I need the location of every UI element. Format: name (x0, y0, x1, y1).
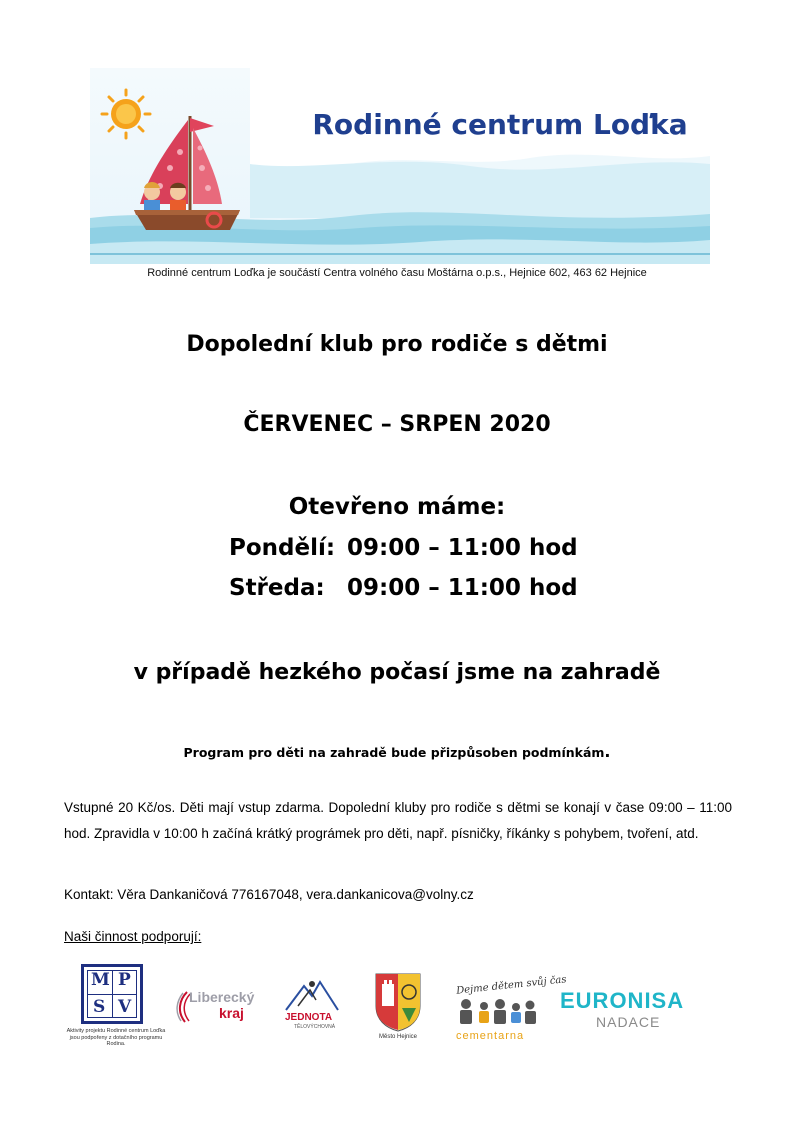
opening-hours-title: Otevřeno máme: (288, 494, 506, 520)
header-banner (90, 68, 710, 264)
mpsv-logo (66, 962, 166, 1052)
nadace-text: NADACE (596, 1014, 661, 1030)
kraj-text: kraj (219, 1005, 244, 1021)
mpsv-letter: S (93, 997, 106, 1017)
day-label: Pondělí: (229, 535, 336, 561)
jednota-text: JEDNOTA (285, 1012, 333, 1023)
banner-title: Rodinné centrum Loďka (312, 108, 688, 141)
mpsv-caption: Aktivity projektu Rodinné centrum Loďka jsou podpořeny z dotačního programu Rodina. (66, 1028, 166, 1047)
info-paragraph: Vstupné 20 Kč/os. Děti mají vstup zdarma. Dopolední kluby pro rodiče s dětmi se konají v čase 09:00 – 11:00 hod. Zpravidla v 10:00 h začíná krátký prográmek pro děti, např. písničky, říkánky s pohybem, tvoření, atd. (64, 800, 732, 841)
contact-line: Kontakt: Věra Dankaničová 776167048, vera.dankanicova@volny.cz (64, 887, 474, 902)
mesto-caption: Město Hejnice (378, 1034, 417, 1040)
euronisa-text: EURONISA (560, 988, 685, 1013)
program-note (0, 742, 794, 761)
cementarna-slogan: Dejme dětem svůj čas (455, 974, 568, 997)
jednota-subtext: TĚLOVÝCHOVNÁ (294, 1024, 336, 1030)
program-text: Program pro děti na zahradě bude přizpůsoben podmínkám (183, 745, 605, 760)
sun-icon (102, 90, 150, 138)
mpsv-letter: P (118, 970, 131, 990)
mountain-figure-icon (282, 976, 342, 1014)
time-value: 09:00 – 11:00 hod (347, 575, 578, 601)
day-label: Středa: (229, 575, 325, 601)
boat-illustration (90, 68, 710, 264)
euronisa-logo (558, 988, 698, 1034)
time-value: 09:00 – 11:00 hod (347, 535, 578, 561)
organization-info: Rodinné centrum Loďka je součástí Centra volného času Moštárna o.p.s., Hejnice 602, 463 62 Hejnice (147, 267, 647, 279)
hours-row-wednesday (229, 575, 578, 601)
cementarna-logo (450, 974, 568, 1046)
liberecky-kraj-logo (175, 988, 265, 1024)
coat-of-arms-icon (372, 972, 424, 1032)
months-heading: ČERVENEC – SRPEN 2020 (243, 412, 551, 437)
supporters-label: Naši činnost podporují: (64, 929, 202, 944)
mpsv-letter: M (91, 970, 110, 990)
hours-row-monday (229, 535, 578, 561)
mesto-hejnice-logo (372, 972, 424, 1044)
liberecky-text: Liberecký (189, 989, 255, 1005)
mpsv-emblem (81, 964, 143, 1024)
garden-note: v případě hezkého počasí jsme na zahradě (133, 660, 661, 685)
cementarna-text: cementarna (456, 1030, 525, 1042)
family-figures-icon (452, 996, 542, 1026)
mpsv-letter: V (118, 997, 132, 1017)
program-period: . (604, 742, 611, 761)
club-title: Dopolední klub pro rodiče s dětmi (186, 332, 608, 357)
jednota-logo (282, 976, 344, 1032)
